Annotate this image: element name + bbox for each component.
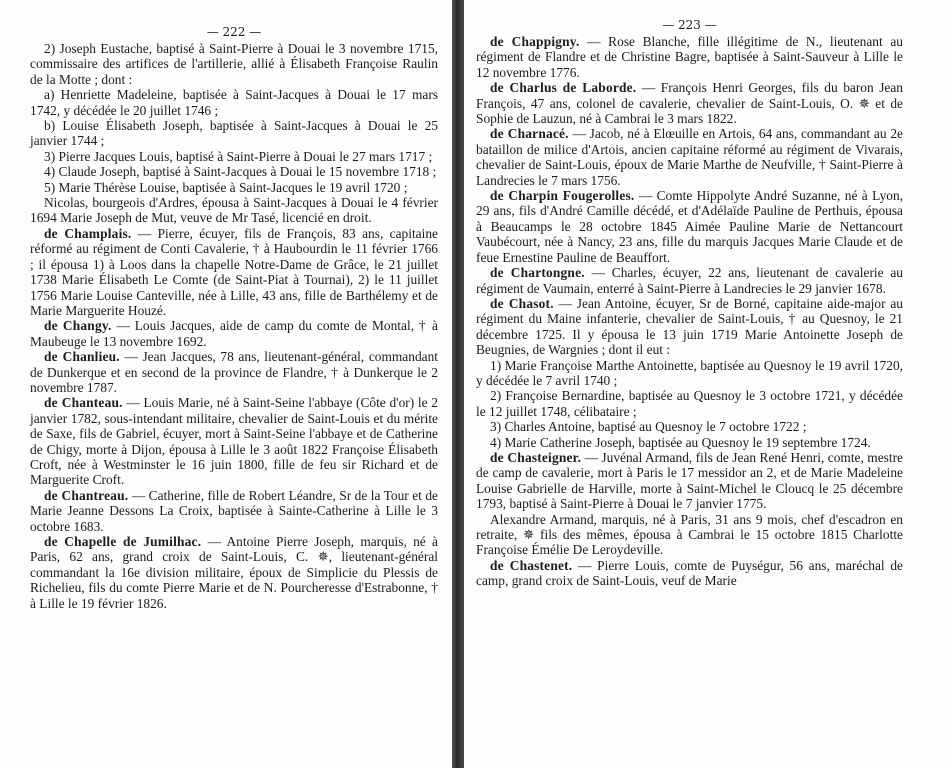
entry-name: de Changy. — [44, 318, 112, 334]
entry-text: — Louis Marie, né à Saint-Seine l'abbaye (Côte d'or) le 2 janvier 1782, sous-intendant militaire, chevalier de Saint-Louis et du mérite de Saxe, fils de Gabriel, écuyer, mort à Saint-Seine l'abbaye et de Catherine de Chigy, morte à Dijon, épousa à Lille le 3 août 1822 Françoise Élisabeth Croft, née à Westminster le 16 juin 1800, fille de feu sir Richard et de Marguerite Croft. — [30, 395, 438, 488]
entry-paragraph — [30, 395, 438, 487]
entry-text: — Jacob, né à Elœuille en Artois, 64 ans, commandant au 2e bataillon de milice d'Artois, ancien capitaine réformé au régiment de Vivarais, chevalier de Saint-Louis, époux de Marie Marthe de Neufville, † Saint-Pierre à Landrecies le 7 mars 1756. — [476, 126, 903, 188]
child-paragraph: a) Henriette Madeleine, baptisée à Saint-Jacques à Douai le 17 mars 1742, y décédée le 20 juillet 1746 ; — [30, 87, 438, 118]
entry-paragraph — [30, 349, 438, 395]
entry-name: de Chasteigner. — [490, 449, 582, 465]
entry-text: — Pierre, écuyer, fils de François, 83 ans, capitaine réformé au régiment de Conti Cavalerie, † à Haubourdin le 11 février 1766 ; il épousa 1) à Loos dans la chapelle Notre-Dame de Grâce, le 21 juillet 1738 Marie Élisabeth Le Comte (de Saint-Piat à Tournai), 2) le 11 juillet 1756 Marie Louise Canteville, née à Lille, 43 ans, fille de Barthélemy et de Marie Marguerite Houzé. — [30, 225, 438, 318]
entry-name: de Chasot. — [490, 295, 554, 311]
child-paragraph: 1) Marie Françoise Marthe Antoinette, baptisée au Quesnoy le 19 avril 1720, y décédée le 7 avril 1740 ; — [476, 357, 903, 388]
entry-paragraph — [476, 265, 903, 296]
entry-text: — Comte Hippolyte André Suzanne, né à Lyon, 29 ans, fils d'André Camille décédé, et d'Adélaïde Pauline de Perthuis, épousa à Beaucamps le 28 octobre 1845 Aimée Pauline Marie de Nettancourt Vaubécourt, née à Nancy, 23 ans, fille du marquis Jacques Marie Claude et de feue Ernestine Pauline de Beauffort. — [476, 188, 903, 265]
entry-paragraph — [30, 318, 438, 349]
entry-paragraph — [30, 488, 438, 534]
entry-name: de Charpin Fougerolles. — [490, 188, 635, 204]
entry-name: de Chastenet. — [490, 557, 573, 573]
entry-text: — Juvénal Armand, fils de Jean René Henri, comte, mestre de camp de cavalerie, mort à Paris le 17 messidor an 2, et de Marie Madeleine Louise Gabrielle de Harville, morte à Saint-Michel le Cloucq le 25 décembre 1793, baptisé à Saint-Pierre à Douai le 7 janvier 1775. — [476, 449, 903, 512]
entry-paragraph: Nicolas, bourgeois d'Ardres, épousa à Saint-Jacques à Douai le 4 février 1694 Marie Joseph de Mut, veuve de Mr Tasé, licencié en droit. — [30, 195, 438, 226]
entry-paragraph — [476, 80, 903, 126]
entry-name: de Chapelle de Jumilhac. — [44, 534, 202, 549]
entry-text: — Catherine, fille de Robert Léandre, Sr de la Tour et de Marie Jeanne Dessons La Croix, baptisée à Sainte-Catherine à Lille le 3 octobre 1683. — [30, 487, 438, 534]
entry-paragraph — [30, 534, 438, 611]
page-number: — 223 — — [662, 18, 717, 32]
entry-text: — Louis Jacques, aide de camp du comte de Montal, † à Maubeuge le 13 novembre 1692. — [30, 318, 438, 349]
entry-name: de Chanteau. — [44, 395, 123, 411]
page-number: — 222 — — [206, 25, 262, 39]
entry-name: de Chantreau. — [44, 487, 129, 503]
entry-paragraph: Alexandre Armand, marquis, né à Paris, 31 ans 9 mois, chef d'escadron en retraite, ✵ fils des mêmes, épousa à Cambrai le 15 octobre 1815 Charlotte Françoise Émélie De Leroydeville. — [476, 511, 903, 558]
entry-text: — François Henri Georges, fils du baron Jean François, 47 ans, colonel de cavalerie, chevalier de Saint-Louis, O. ✵ et de Sophie de Lauzun, né à Cambrai le 3 mars 1822. — [476, 80, 903, 127]
entry-paragraph: 2) Joseph Eustache, baptisé à Saint-Pierre à Douai le 3 novembre 1715, commissaire des artifices de l'artillerie, allié à Élisabeth Françoise Raulin de la Motte ; dont : — [30, 41, 438, 87]
child-paragraph: 4) Marie Catherine Joseph, baptisée au Quesnoy le 19 septembre 1724. — [490, 434, 871, 450]
page-body — [476, 34, 903, 589]
entry-text: — Jean Antoine, écuyer, Sr de Borné, capitaine aide-major au régiment du Maine infanterie, chevalier de Saint-Louis, † au Quesnoy, le 21 décembre 1725. Il y épousa le 13 juin 1719 Marie Antoinette Joseph de Beugnies, de Wargnies ; dont il eut : — [476, 295, 903, 358]
entry-text: — Rose Blanche, fille illégitime de N., lieutenant au régiment de Flandre et de Christine Bagre, baptisée à Saint-Sauveur à Lille le 12 novembre 1776. — [476, 34, 903, 80]
entry-name: de Champlais. — [44, 225, 132, 241]
entry-paragraph — [476, 450, 903, 512]
entry-name: de Chanlieu. — [44, 349, 120, 365]
entry-name: de Charnacé. — [490, 126, 569, 142]
entry-paragraph — [476, 296, 903, 358]
entry-paragraph — [476, 188, 903, 265]
entry-name: de Chartongne. — [490, 265, 585, 281]
right-page — [464, 0, 945, 768]
entry-text: — Charles, écuyer, 22 ans, lieutenant de cavalerie au régiment de Vaumain, enterré à Saint-Pierre à Landrecies le 29 janvier 1678. — [476, 265, 903, 296]
book-gutter — [452, 0, 464, 768]
entry-paragraph: 3) Pierre Jacques Louis, baptisé à Saint-Pierre à Douai le 27 mars 1717 ; — [44, 148, 433, 164]
entry-paragraph: 5) Marie Thérèse Louise, baptisée à Saint-Jacques le 19 avril 1720 ; — [44, 179, 408, 195]
entry-text: — Antoine Pierre Joseph, marquis, né à Paris, 62 ans, grand croix de Saint-Louis, C. ✵, lieutenant-général commandant la 16e division militaire, époux de Simplicie du Plessis de Richelieu, fils du comte Pierre Marie et de N. Pourcheresse d'Estrabonne, † à Lille le 19 février 1826. — [30, 534, 438, 611]
entry-paragraph — [476, 558, 903, 589]
child-paragraph: b) Louise Élisabeth Joseph, baptisée à Saint-Jacques à Douai le 25 janvier 1744 ; — [30, 118, 438, 149]
entry-text: — Pierre Louis, comte de Puységur, 56 ans, maréchal de camp, grand croix de Saint-Louis, veuf de Marie — [476, 557, 903, 589]
entry-paragraph — [476, 34, 903, 80]
entry-paragraph — [476, 126, 903, 188]
child-paragraph: 2) Françoise Bernardine, baptisée au Quesnoy le 3 octobre 1721, y décédée le 12 juillet 1748, célibataire ; — [476, 388, 903, 419]
entry-paragraph — [30, 226, 438, 318]
child-paragraph: 3) Charles Antoine, baptisé au Quesnoy le 7 octobre 1722 ; — [490, 419, 807, 435]
entry-text: — Jean Jacques, 78 ans, lieutenant-général, commandant de Dunkerque et en second de la province de Flandre, † à Dunkerque le 2 novembre 1787. — [30, 349, 438, 395]
left-page — [0, 0, 452, 768]
entry-name: de Charlus de Laborde. — [490, 80, 637, 96]
entry-paragraph: 4) Claude Joseph, baptisé à Saint-Jacques à Douai le 15 novembre 1718 ; — [44, 164, 437, 180]
page-body — [30, 41, 438, 611]
entry-name: de Chappigny. — [490, 34, 580, 49]
